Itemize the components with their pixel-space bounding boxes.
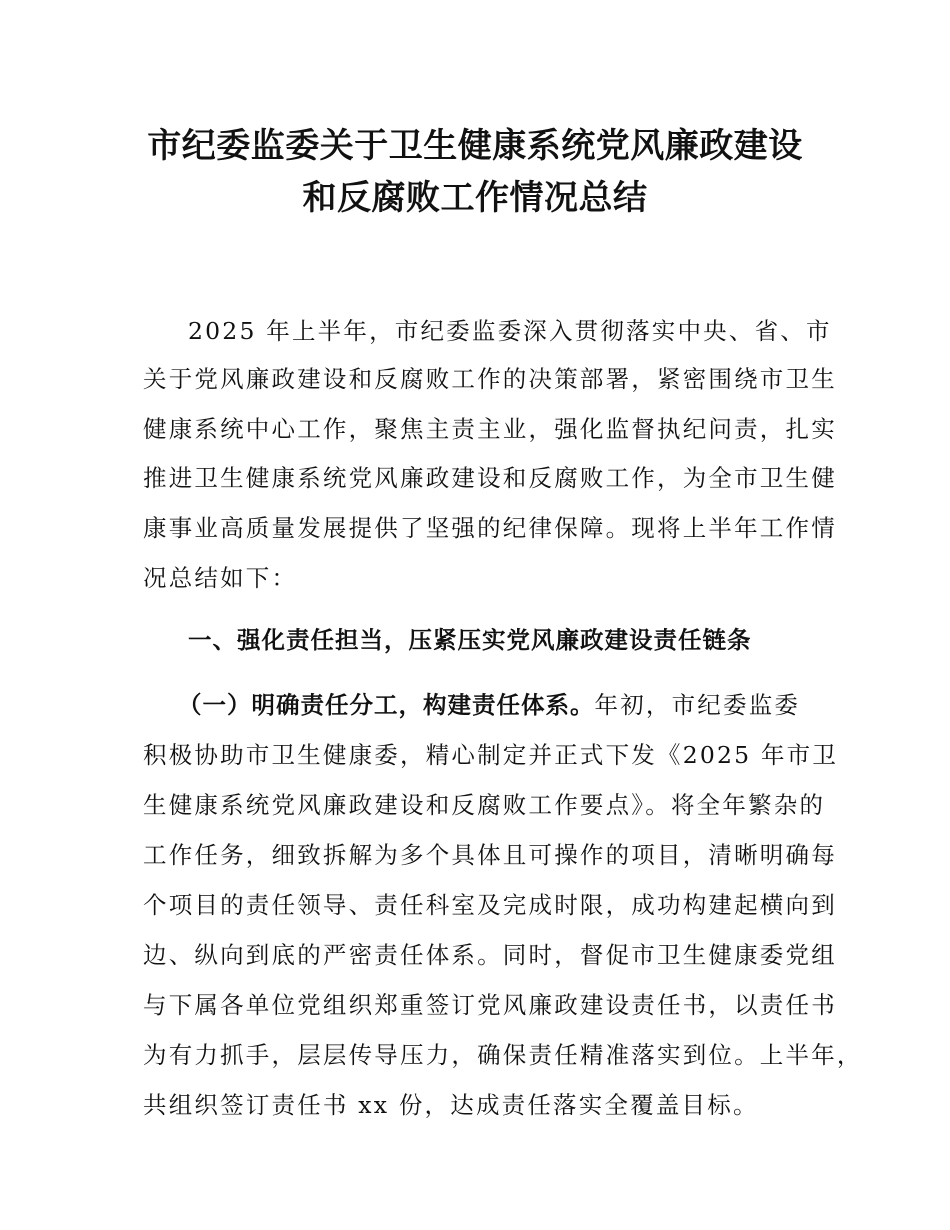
paragraph-line: 与下属各单位党组织郑重签订党风廉政建设责任书，以责任书 <box>143 991 837 1019</box>
paragraph-line: 个项目的责任领导、责任科室及完成时限，成功构建起横向到 <box>143 891 837 919</box>
paragraph-text: 年初，市纪委监委 <box>594 691 801 719</box>
paragraph-line: 积极协助市卫生健康委，精心制定并正式下发《2025 年市卫 <box>143 741 839 769</box>
paragraph-line: 况总结如下： <box>143 564 298 592</box>
paragraph-line: 推进卫生健康系统党风廉政建设和反腐败工作，为全市卫生健 <box>143 464 837 492</box>
paragraph-line: 康事业高质量发展提供了坚强的纪律保障。现将上半年工作情 <box>143 514 837 542</box>
paragraph-line: 工作任务，细致拆解为多个具体且可操作的项目，清晰明确每 <box>143 841 837 869</box>
subsection-heading: （一）明确责任分工，构建责任体系。 <box>178 691 595 719</box>
paragraph-first-line <box>178 686 858 720</box>
document-title-line-1: 市纪委监委关于卫生健康系统党风廉政建设 <box>147 126 803 166</box>
paragraph-line: 生健康系统党风廉政建设和反腐败工作要点》。将全年繁杂的 <box>143 791 826 819</box>
paragraph-line: 为有力抓手，层层传导压力，确保责任精准落实到位。上半年， <box>143 1041 863 1069</box>
paragraph-line: 2025 年上半年，市纪委监委深入贯彻落实中央、省、市 <box>188 317 832 345</box>
paragraph-line: 共组织签订责任书 xx 份，达成责任落实全覆盖目标。 <box>143 1091 759 1119</box>
paragraph-line: 健康系统中心工作，聚焦主责主业，强化监督执纪问责，扎实 <box>143 415 837 443</box>
paragraph-line: 关于党风廉政建设和反腐败工作的决策部署，紧密围绕市卫生 <box>143 365 837 393</box>
section-heading: 一、强化责任担当，压紧压实党风廉政建设责任链条 <box>188 626 752 654</box>
document-title-line-2: 和反腐败工作情况总结 <box>302 178 648 218</box>
paragraph-line: 边、纵向到底的严密责任体系。同时，督促市卫生健康委党组 <box>143 941 837 969</box>
